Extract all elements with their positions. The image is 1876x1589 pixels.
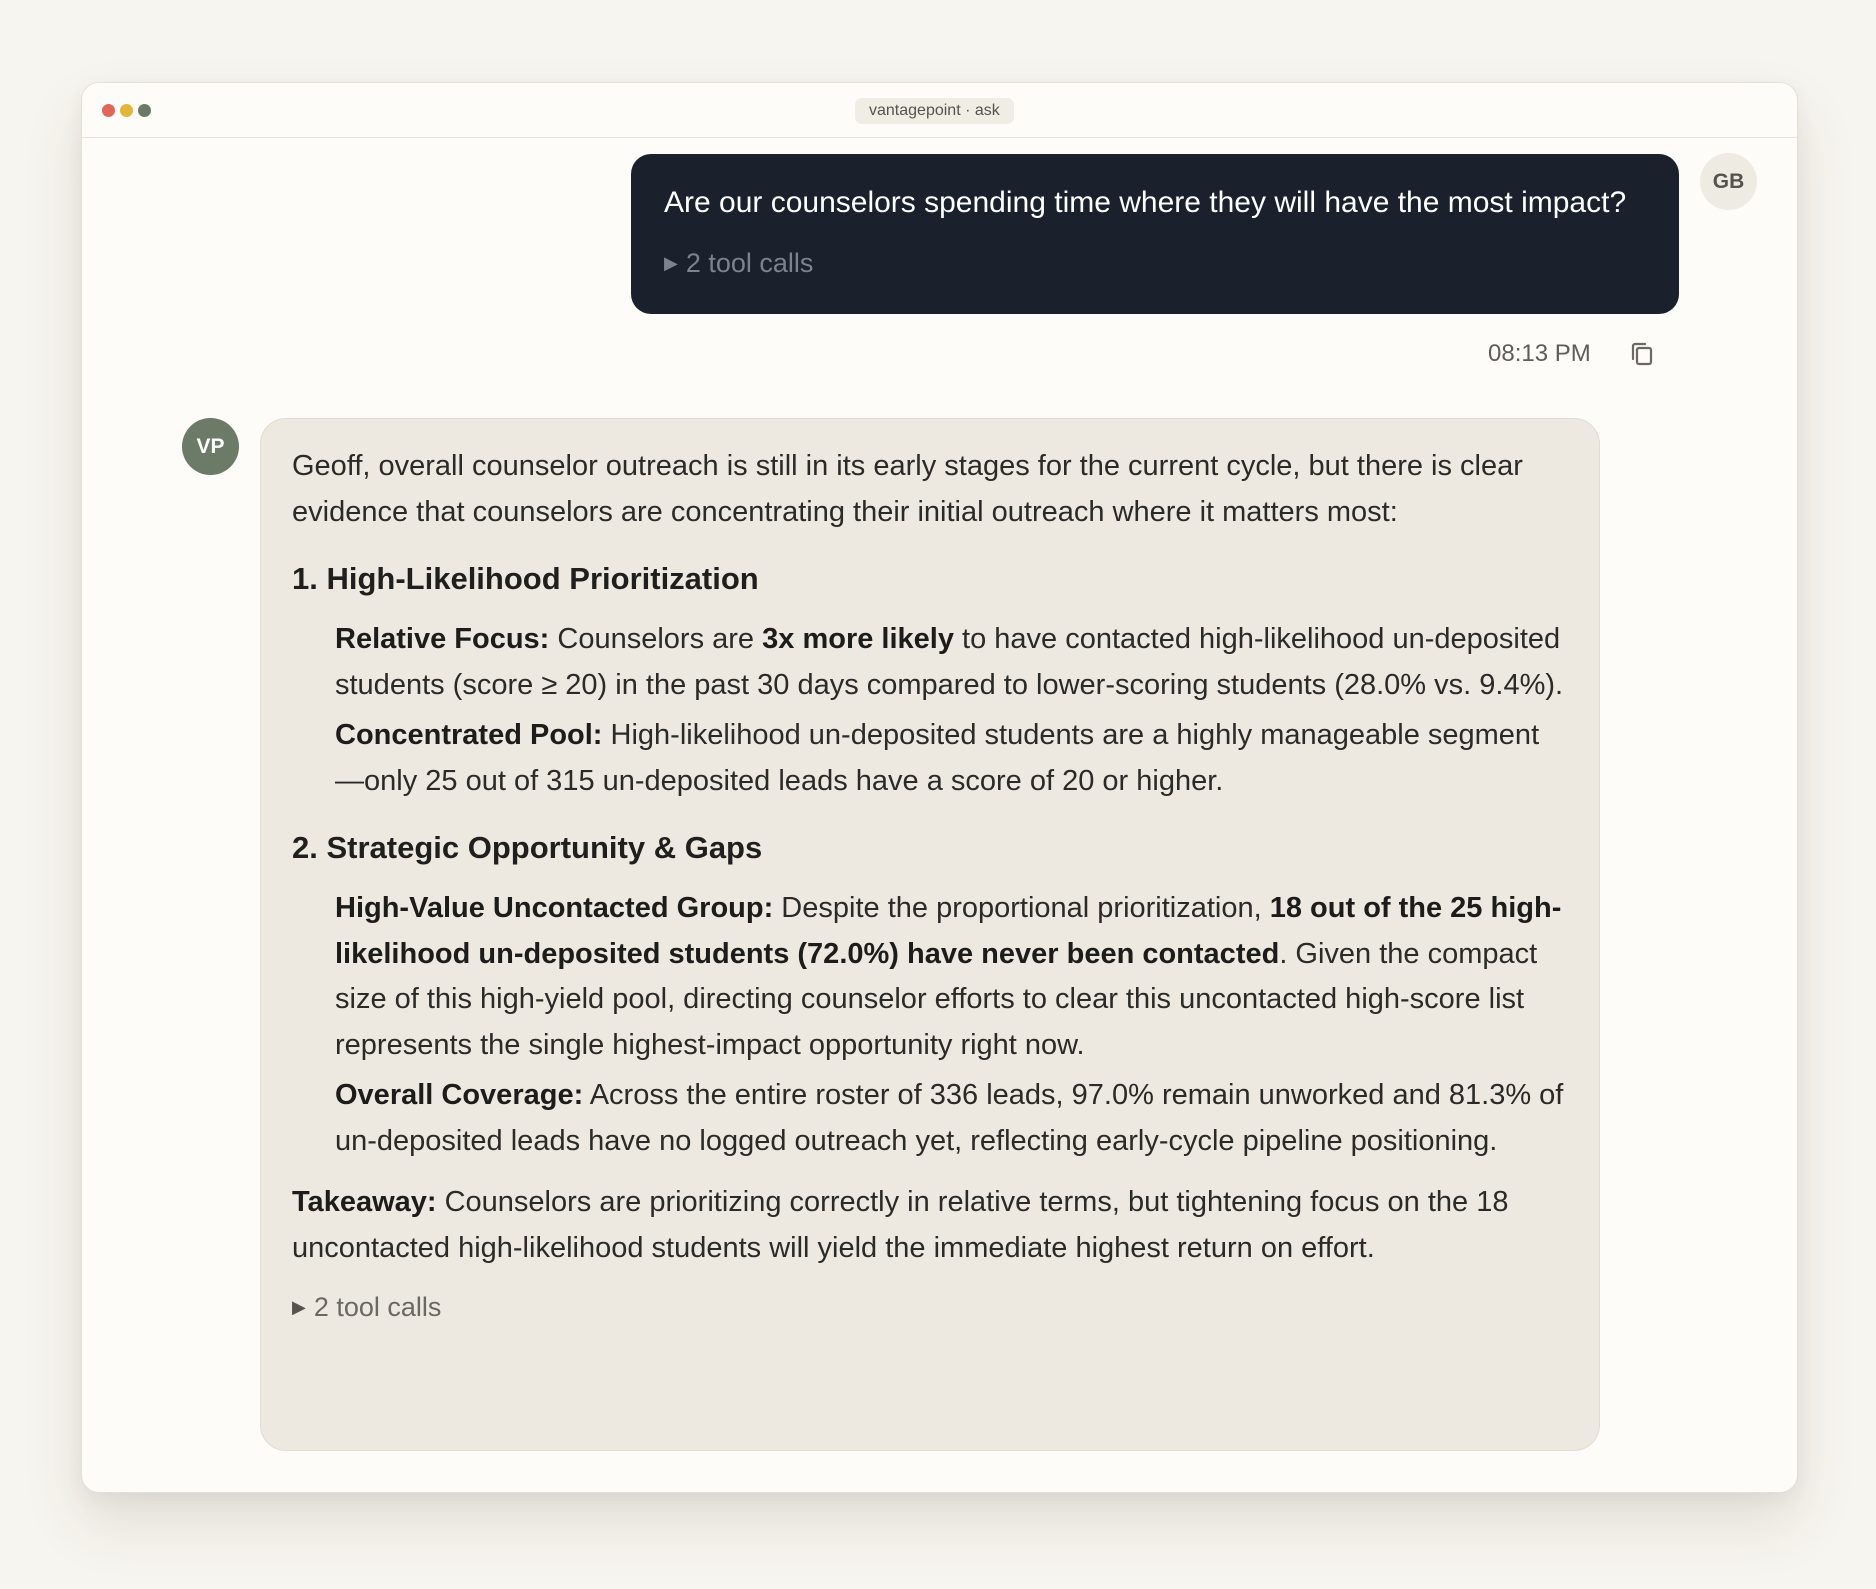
item-label: Overall Coverage: xyxy=(335,1079,584,1111)
maximize-dot-icon[interactable] xyxy=(138,104,151,117)
takeaway-label: Takeaway: xyxy=(292,1186,437,1218)
window-title: vantagepoint · ask xyxy=(855,98,1014,124)
assistant-avatar: VP xyxy=(182,418,239,475)
triangle-right-icon: ▶ xyxy=(292,1297,306,1317)
list-item-relative-focus xyxy=(335,617,1568,708)
triangle-right-icon: ▶ xyxy=(664,253,678,273)
title-bar xyxy=(82,83,1797,138)
item-text: . Given the compact size of this high-yield pool, directing counselor efforts to clear this uncontacted high-score list represents the single highest-impact opportunity right now. xyxy=(335,937,1538,1061)
item-text: to have contacted high-likelihood un-deposited students (score ≥ 20) in the past 30 days compared to lower-scoring students (28.0% vs. 9.4%). xyxy=(335,623,1564,701)
minimize-dot-icon[interactable] xyxy=(120,104,133,117)
item-label: Relative Focus: xyxy=(335,623,550,655)
assistant-tool-calls-toggle[interactable] xyxy=(292,1291,1568,1323)
user-tool-calls-label: 2 tool calls xyxy=(685,248,814,278)
item-emphasis: 3x more likely xyxy=(762,623,954,655)
user-message-text: Are our counselors spending time where they will have the most impact? xyxy=(664,186,1627,219)
item-text: Despite the proportional prioritization, xyxy=(773,892,1270,924)
copy-icon[interactable] xyxy=(1626,338,1658,370)
list-item-concentrated-pool xyxy=(335,713,1568,804)
section-heading-opportunity: 2. Strategic Opportunity & Gaps xyxy=(292,830,763,865)
item-emphasis: 18 out of the 25 high-likelihood un-deposited students (72.0%) have never been contacted xyxy=(335,892,1562,970)
takeaway-text: Counselors are prioritizing correctly in relative terms, but tightening focus on the 18 uncontacted high-likelihood students will yield the immediate highest return on effort. xyxy=(292,1186,1509,1264)
assistant-tool-calls-label: 2 tool calls xyxy=(313,1292,442,1322)
item-label: High-Value Uncontacted Group: xyxy=(335,892,774,924)
app-window xyxy=(81,82,1798,1493)
assistant-message-bubble xyxy=(260,418,1600,1451)
close-dot-icon[interactable] xyxy=(102,104,115,117)
user-tool-calls-toggle[interactable] xyxy=(664,247,1646,279)
section-heading-prioritization: 1. High-Likelihood Prioritization xyxy=(292,561,759,596)
item-label: Concentrated Pool: xyxy=(335,719,603,751)
list-item-overall-coverage xyxy=(335,1073,1568,1164)
user-avatar: GB xyxy=(1700,153,1757,210)
list-item-uncontacted-group xyxy=(335,886,1568,1068)
item-text: Across the entire roster of 336 leads, 97.0% remain unworked and 81.3% of un-deposited leads have no logged outreach yet, reflecting early-cycle pipeline positioning. xyxy=(335,1079,1564,1157)
takeaway-paragraph xyxy=(292,1180,1568,1271)
assistant-intro: Geoff, overall counselor outreach is still in its early stages for the current cycle, but there is clear evidence that counselors are concentrating their initial outreach where it matters most: xyxy=(292,450,1523,528)
user-message-bubble xyxy=(631,154,1679,314)
message-timestamp: 08:13 PM xyxy=(1488,340,1591,367)
item-text: High-likelihood un-deposited students are a highly manageable segment—only 25 out of 315 un-deposited leads have a score of 20 or higher. xyxy=(335,719,1540,797)
item-text: Counselors are xyxy=(549,623,763,655)
